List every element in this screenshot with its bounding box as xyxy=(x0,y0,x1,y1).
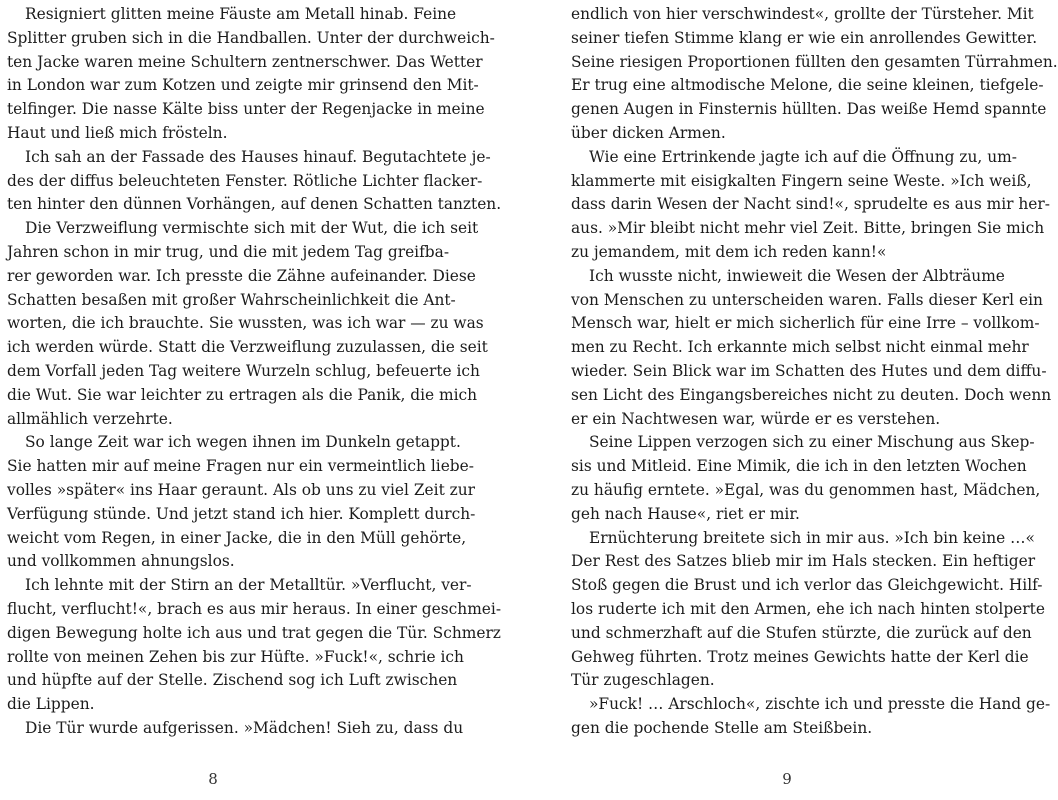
text-line: ten hinter den dünnen Vorhängen, auf denen Schatten tanzten. xyxy=(7,195,502,214)
text-line: Tür zugeschlagen. xyxy=(571,671,715,690)
text-line: So lange Zeit war ich wegen ihnen im Dunkeln getappt. xyxy=(25,433,461,452)
text-line: Ich wusste nicht, inwieweit die Wesen der Albträume xyxy=(589,266,1005,285)
text-line: die Lippen. xyxy=(7,695,95,714)
text-line: rollte von meinen Zehen bis zur Hüfte. »Fuck!«, schrie ich xyxy=(7,647,464,666)
text-line: Wie eine Ertrinkende jagte ich auf die Öffnung zu, um- xyxy=(589,147,1017,166)
text-line: Ich lehnte mit der Stirn an der Metalltür. »Verflucht, ver- xyxy=(25,576,472,595)
text-line: Ernüchterung breitete sich in mir aus. »Ich bin keine …« xyxy=(589,528,1035,547)
text-line: Seine Lippen verzogen sich zu einer Mischung aus Skep- xyxy=(589,433,1035,452)
text-line: Sie hatten mir auf meine Fragen nur ein vermeintlich liebe- xyxy=(7,457,474,476)
text-line: gen die pochende Stelle am Steißbein. xyxy=(571,718,873,737)
text-line: flucht, verflucht!«, brach es aus mir heraus. In einer geschmei- xyxy=(7,599,502,618)
text-line: sis und Mitleid. Eine Mimik, die ich in den letzten Wochen xyxy=(571,457,1027,476)
text-line: wieder. Sein Blick war im Schatten des Hutes und dem diffu- xyxy=(571,361,1047,380)
text-line: Schatten besaßen mit großer Wahrscheinlichkeit die Ant- xyxy=(7,290,456,309)
left-page xyxy=(0,0,500,800)
text-line: Der Rest des Satzes blieb mir im Hals stecken. Ein heftiger xyxy=(571,552,1036,571)
text-line: los ruderte ich mit den Armen, ehe ich nach hinten stolperte xyxy=(571,599,1045,618)
text-line: endlich von hier verschwindest«, grollte der Türsteher. Mit xyxy=(571,5,1034,23)
text-line: Gehweg führten. Trotz meines Gewichts hatte der Kerl die xyxy=(571,647,1029,666)
text-line: weicht vom Regen, in einer Jacke, die in den Müll gehörte, xyxy=(7,528,467,547)
text-line: aus. »Mir bleibt nicht mehr viel Zeit. Bitte, bringen Sie mich xyxy=(571,219,1045,238)
text-line: volles »später« ins Haar geraunt. Als ob uns zu viel Zeit zur xyxy=(7,480,476,499)
right-page-text-column xyxy=(571,3,1058,741)
text-line: Haut und ließ mich frösteln. xyxy=(7,123,228,142)
right-page-number: 9 xyxy=(782,770,792,788)
text-line: men zu Recht. Ich erkannte mich selbst nicht einmal mehr xyxy=(571,338,1029,357)
text-line: Er trug eine altmodische Melone, die seine kleinen, tiefgele- xyxy=(571,76,1044,95)
text-line: telfinger. Die nasse Kälte biss unter der Regenjacke in meine xyxy=(7,100,485,119)
text-line: Resigniert glitten meine Fäuste am Metall hinab. Feine xyxy=(25,5,457,23)
text-line: seiner tiefen Stimme klang er wie ein anrollendes Gewitter. xyxy=(571,28,1038,47)
text-line: Die Tür wurde aufgerissen. »Mädchen! Sieh zu, dass du xyxy=(25,718,464,737)
text-line: geh nach Hause«, riet er mir. xyxy=(571,504,800,523)
text-line: genen Augen in Finsternis hüllten. Das weiße Hemd spannte xyxy=(571,100,1047,119)
text-line: Verfügung stünde. Und jetzt stand ich hier. Komplett durch- xyxy=(7,504,476,523)
text-line: digen Bewegung holte ich aus und trat gegen die Tür. Schmerz xyxy=(7,623,501,642)
left-page-number: 8 xyxy=(208,770,218,788)
text-line: Ich sah an der Fassade des Hauses hinauf. Begutachtete je- xyxy=(25,147,491,166)
text-line: die Wut. Sie war leichter zu ertragen als die Panik, die mich xyxy=(7,385,478,404)
text-line: rer geworden war. Ich presste die Zähne aufeinander. Diese xyxy=(7,266,476,285)
text-line: Stoß gegen die Brust und ich verlor das Gleichgewicht. Hilf- xyxy=(571,576,1043,595)
text-line: dem Vorfall jeden Tag weitere Wurzeln schlug, befeuerte ich xyxy=(7,361,480,380)
text-line: Die Verzweiflung vermischte sich mit der Wut, die ich seit xyxy=(25,219,479,238)
text-line: ich werden würde. Statt die Verzweiflung zuzulassen, die seit xyxy=(7,338,488,357)
text-line: zu jemandem, mit dem ich reden kann!« xyxy=(571,242,887,261)
left-page-text-column xyxy=(7,3,502,741)
right-page xyxy=(500,0,1058,800)
text-line: über dicken Armen. xyxy=(571,123,726,142)
text-line: worten, die ich brauchte. Sie wussten, was ich war — zu was xyxy=(7,314,484,333)
text-line: »Fuck! … Arschloch«, zischte ich und presste die Hand ge- xyxy=(589,695,1051,714)
text-line: dass darin Wesen der Nacht sind!«, sprudelte es aus mir her- xyxy=(571,195,1050,214)
text-line: er ein Nachtwesen war, würde er es verstehen. xyxy=(571,409,941,428)
text-line: und schmerzhaft auf die Stufen stürzte, die zurück auf den xyxy=(571,623,1032,642)
text-line: Mensch war, hielt er mich sicherlich für eine Irre – vollkom- xyxy=(571,314,1040,333)
text-line: Splitter gruben sich in die Handballen. Unter der durchweich- xyxy=(7,28,495,47)
text-line: sen Licht des Eingangsbereiches nicht zu deuten. Doch wenn xyxy=(571,385,1052,404)
text-line: des der diffus beleuchteten Fenster. Rötliche Lichter flacker- xyxy=(7,171,483,190)
text-line: ten Jacke waren meine Schultern zentnerschwer. Das Wetter xyxy=(7,52,483,71)
text-line: klammerte mit eisigkalten Fingern seine Weste. »Ich weiß, xyxy=(571,171,1032,190)
text-line: allmählich verzehrte. xyxy=(7,409,173,428)
text-line: Jahren schon in mir trug, und die mit jedem Tag greifba- xyxy=(7,242,450,261)
text-line: Seine riesigen Proportionen füllten den gesamten Türrahmen. xyxy=(571,52,1058,71)
text-line: und hüpfte auf der Stelle. Zischend sog ich Luft zwischen xyxy=(7,671,458,690)
text-line: und vollkommen ahnungslos. xyxy=(7,552,235,571)
text-line: von Menschen zu unterscheiden waren. Falls dieser Kerl ein xyxy=(571,290,1043,309)
text-line: zu häufig erntete. »Egal, was du genommen hast, Mädchen, xyxy=(571,480,1041,499)
text-line: in London war zum Kotzen und zeigte mir grinsend den Mit- xyxy=(7,76,479,95)
